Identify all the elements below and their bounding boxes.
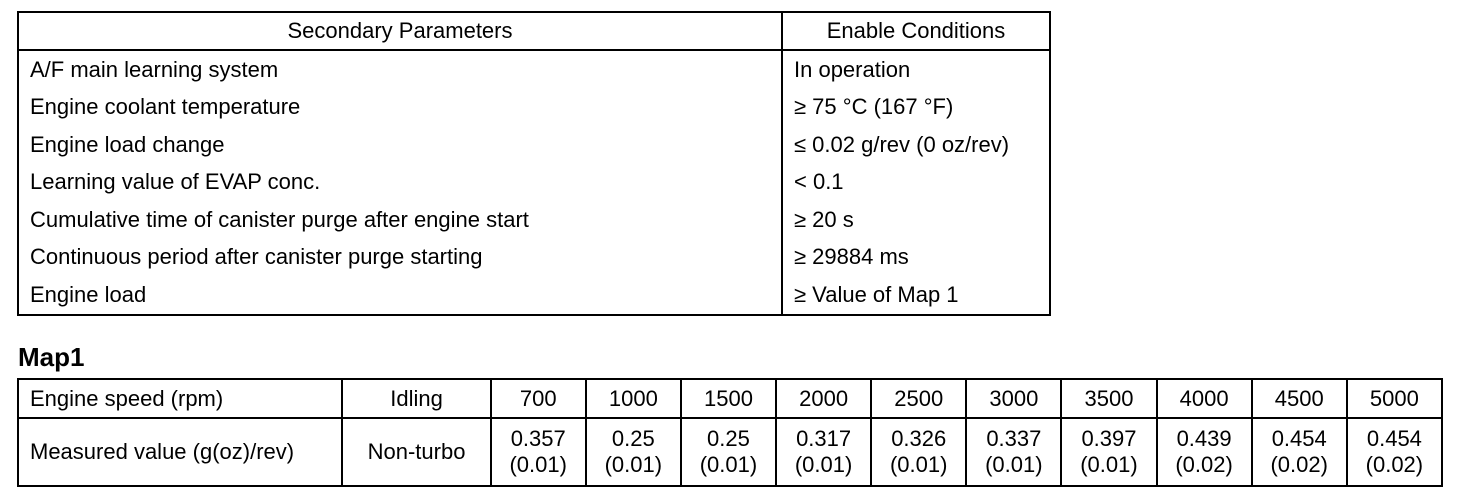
value-oz: (0.01) <box>699 452 758 477</box>
table-row <box>18 89 1050 127</box>
value-cell <box>1347 418 1442 486</box>
measured-value-row <box>18 418 1442 486</box>
map1-table <box>17 378 1443 487</box>
value-cell <box>1157 418 1252 486</box>
value-oz: (0.01) <box>794 452 853 477</box>
condition-cell: < 0.1 <box>782 164 1050 202</box>
speed-cell: 4500 <box>1252 379 1347 418</box>
value-oz: (0.02) <box>1175 452 1233 477</box>
condition-cell: In operation <box>782 50 1050 89</box>
value-oz: (0.02) <box>1270 452 1328 477</box>
speed-cell: 1000 <box>586 379 681 418</box>
value-cell <box>966 418 1061 486</box>
speed-cell: 700 <box>491 379 586 418</box>
speed-cell: 2000 <box>776 379 871 418</box>
value-oz: (0.01) <box>509 452 567 477</box>
value-g: 0.454 <box>1366 426 1422 451</box>
table-row <box>18 239 1050 277</box>
value-oz: (0.01) <box>1080 452 1138 477</box>
speed-cell: Idling <box>342 379 490 418</box>
condition-cell: ≥ 29884 ms <box>782 239 1050 277</box>
table-row <box>18 164 1050 202</box>
value-g: 0.454 <box>1271 426 1327 451</box>
value-oz: (0.01) <box>889 452 948 477</box>
measured-value-label: Measured value (g(oz)/rev) <box>18 418 342 486</box>
table-row <box>18 276 1050 315</box>
speed-cell: 3000 <box>966 379 1061 418</box>
engine-speed-row <box>18 379 1442 418</box>
secondary-parameters-table <box>17 11 1051 316</box>
value-g: 0.326 <box>891 426 947 451</box>
value-g: 0.397 <box>1081 426 1137 451</box>
parameter-cell: Cumulative time of canister purge after engine start <box>18 201 782 239</box>
value-cell <box>681 418 776 486</box>
speed-cell: 2500 <box>871 379 966 418</box>
condition-cell: ≥ Value of Map 1 <box>782 276 1050 315</box>
value-g: 0.317 <box>796 426 852 451</box>
parameter-cell: Learning value of EVAP conc. <box>18 164 782 202</box>
map-title: Map1 <box>18 342 85 372</box>
value-oz: (0.01) <box>985 452 1043 477</box>
condition-cell: ≤ 0.02 g/rev (0 oz/rev) <box>782 126 1050 164</box>
value-cell <box>1252 418 1347 486</box>
engine-type-cell: Non-turbo <box>342 418 490 486</box>
value-oz: (0.02) <box>1365 452 1424 477</box>
table-row <box>18 201 1050 239</box>
value-g: 0.25 <box>611 426 655 451</box>
speed-cell: 4000 <box>1157 379 1252 418</box>
parameter-cell: Engine load change <box>18 126 782 164</box>
value-g: 0.357 <box>510 426 566 451</box>
table-row <box>18 126 1050 164</box>
parameter-cell: A/F main learning system <box>18 50 782 89</box>
value-cell <box>871 418 966 486</box>
value-g: 0.439 <box>1176 426 1232 451</box>
value-cell <box>1061 418 1156 486</box>
condition-cell: ≥ 20 s <box>782 201 1050 239</box>
condition-cell: ≥ 75 °C (167 °F) <box>782 89 1050 127</box>
value-cell <box>586 418 681 486</box>
value-cell <box>776 418 871 486</box>
parameter-cell: Continuous period after canister purge starting <box>18 239 782 277</box>
speed-cell: 3500 <box>1061 379 1156 418</box>
table-row <box>18 50 1050 89</box>
table-header-row <box>18 12 1050 50</box>
value-cell <box>491 418 586 486</box>
parameter-cell: Engine load <box>18 276 782 315</box>
header-enable-conditions: Enable Conditions <box>782 12 1050 50</box>
value-oz: (0.01) <box>604 452 663 477</box>
value-g: 0.25 <box>707 426 750 451</box>
speed-cell: 5000 <box>1347 379 1442 418</box>
header-secondary-parameters: Secondary Parameters <box>18 12 782 50</box>
speed-cell: 1500 <box>681 379 776 418</box>
parameter-cell: Engine coolant temperature <box>18 89 782 127</box>
engine-speed-label: Engine speed (rpm) <box>18 379 342 418</box>
value-g: 0.337 <box>986 426 1042 451</box>
